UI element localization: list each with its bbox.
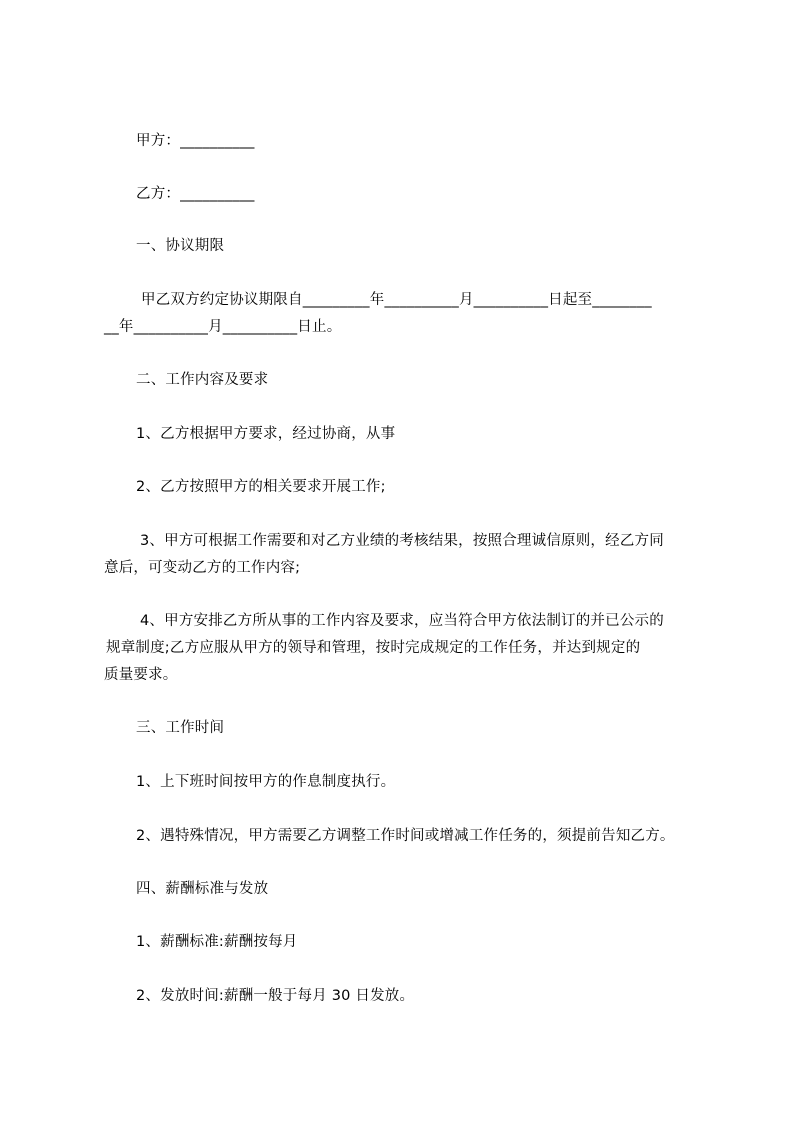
section2-item2: 2、乙方按照甲方的相关要求开展工作; <box>136 479 386 495</box>
section1-paragraph-line1: 甲乙双方约定协议期限自_________年__________月__________日起至________ <box>141 292 652 308</box>
section1-heading: 一、协议期限 <box>136 238 225 254</box>
section3-item2: 2、遇特殊情况，甲方需要乙方调整工作时间或增减工作任务的，须提前告知乙方。 <box>136 828 675 844</box>
section1-paragraph-line2: __年__________月__________日止。 <box>104 319 342 335</box>
section2-item3-line1: 3、甲方可根据工作需要和对乙方业绩的考核结果，按照合理诚信原则，经乙方同 <box>140 533 664 549</box>
section4-heading: 四、薪酬标准与发放 <box>136 881 269 897</box>
section4-item1: 1、薪酬标准:薪酬按每月 <box>136 934 298 950</box>
section2-item4-line3: 质量要求。 <box>104 667 178 683</box>
section2-heading: 二、工作内容及要求 <box>136 372 269 388</box>
party-b-line: 乙方：__________ <box>136 186 255 202</box>
section2-item4-line1: 4、甲方安排乙方所从事的工作内容及要求，应当符合甲方依法制订的并已公示的 <box>140 613 664 629</box>
party-a-line: 甲方：__________ <box>136 133 255 149</box>
section2-item4-line2: 规章制度;乙方应服从甲方的领导和管理，按时完成规定的工作任务，并达到规定的 <box>106 640 641 656</box>
section3-item1: 1、上下班时间按甲方的作息制度执行。 <box>136 774 396 790</box>
section3-heading: 三、工作时间 <box>136 720 225 736</box>
section2-item1: 1、乙方根据甲方要求，经过协商，从事 <box>136 426 396 442</box>
section4-item2: 2、发放时间:薪酬一般于每月 30 日发放。 <box>136 988 415 1004</box>
section2-item3-line2: 意后，可变动乙方的工作内容; <box>104 560 301 576</box>
